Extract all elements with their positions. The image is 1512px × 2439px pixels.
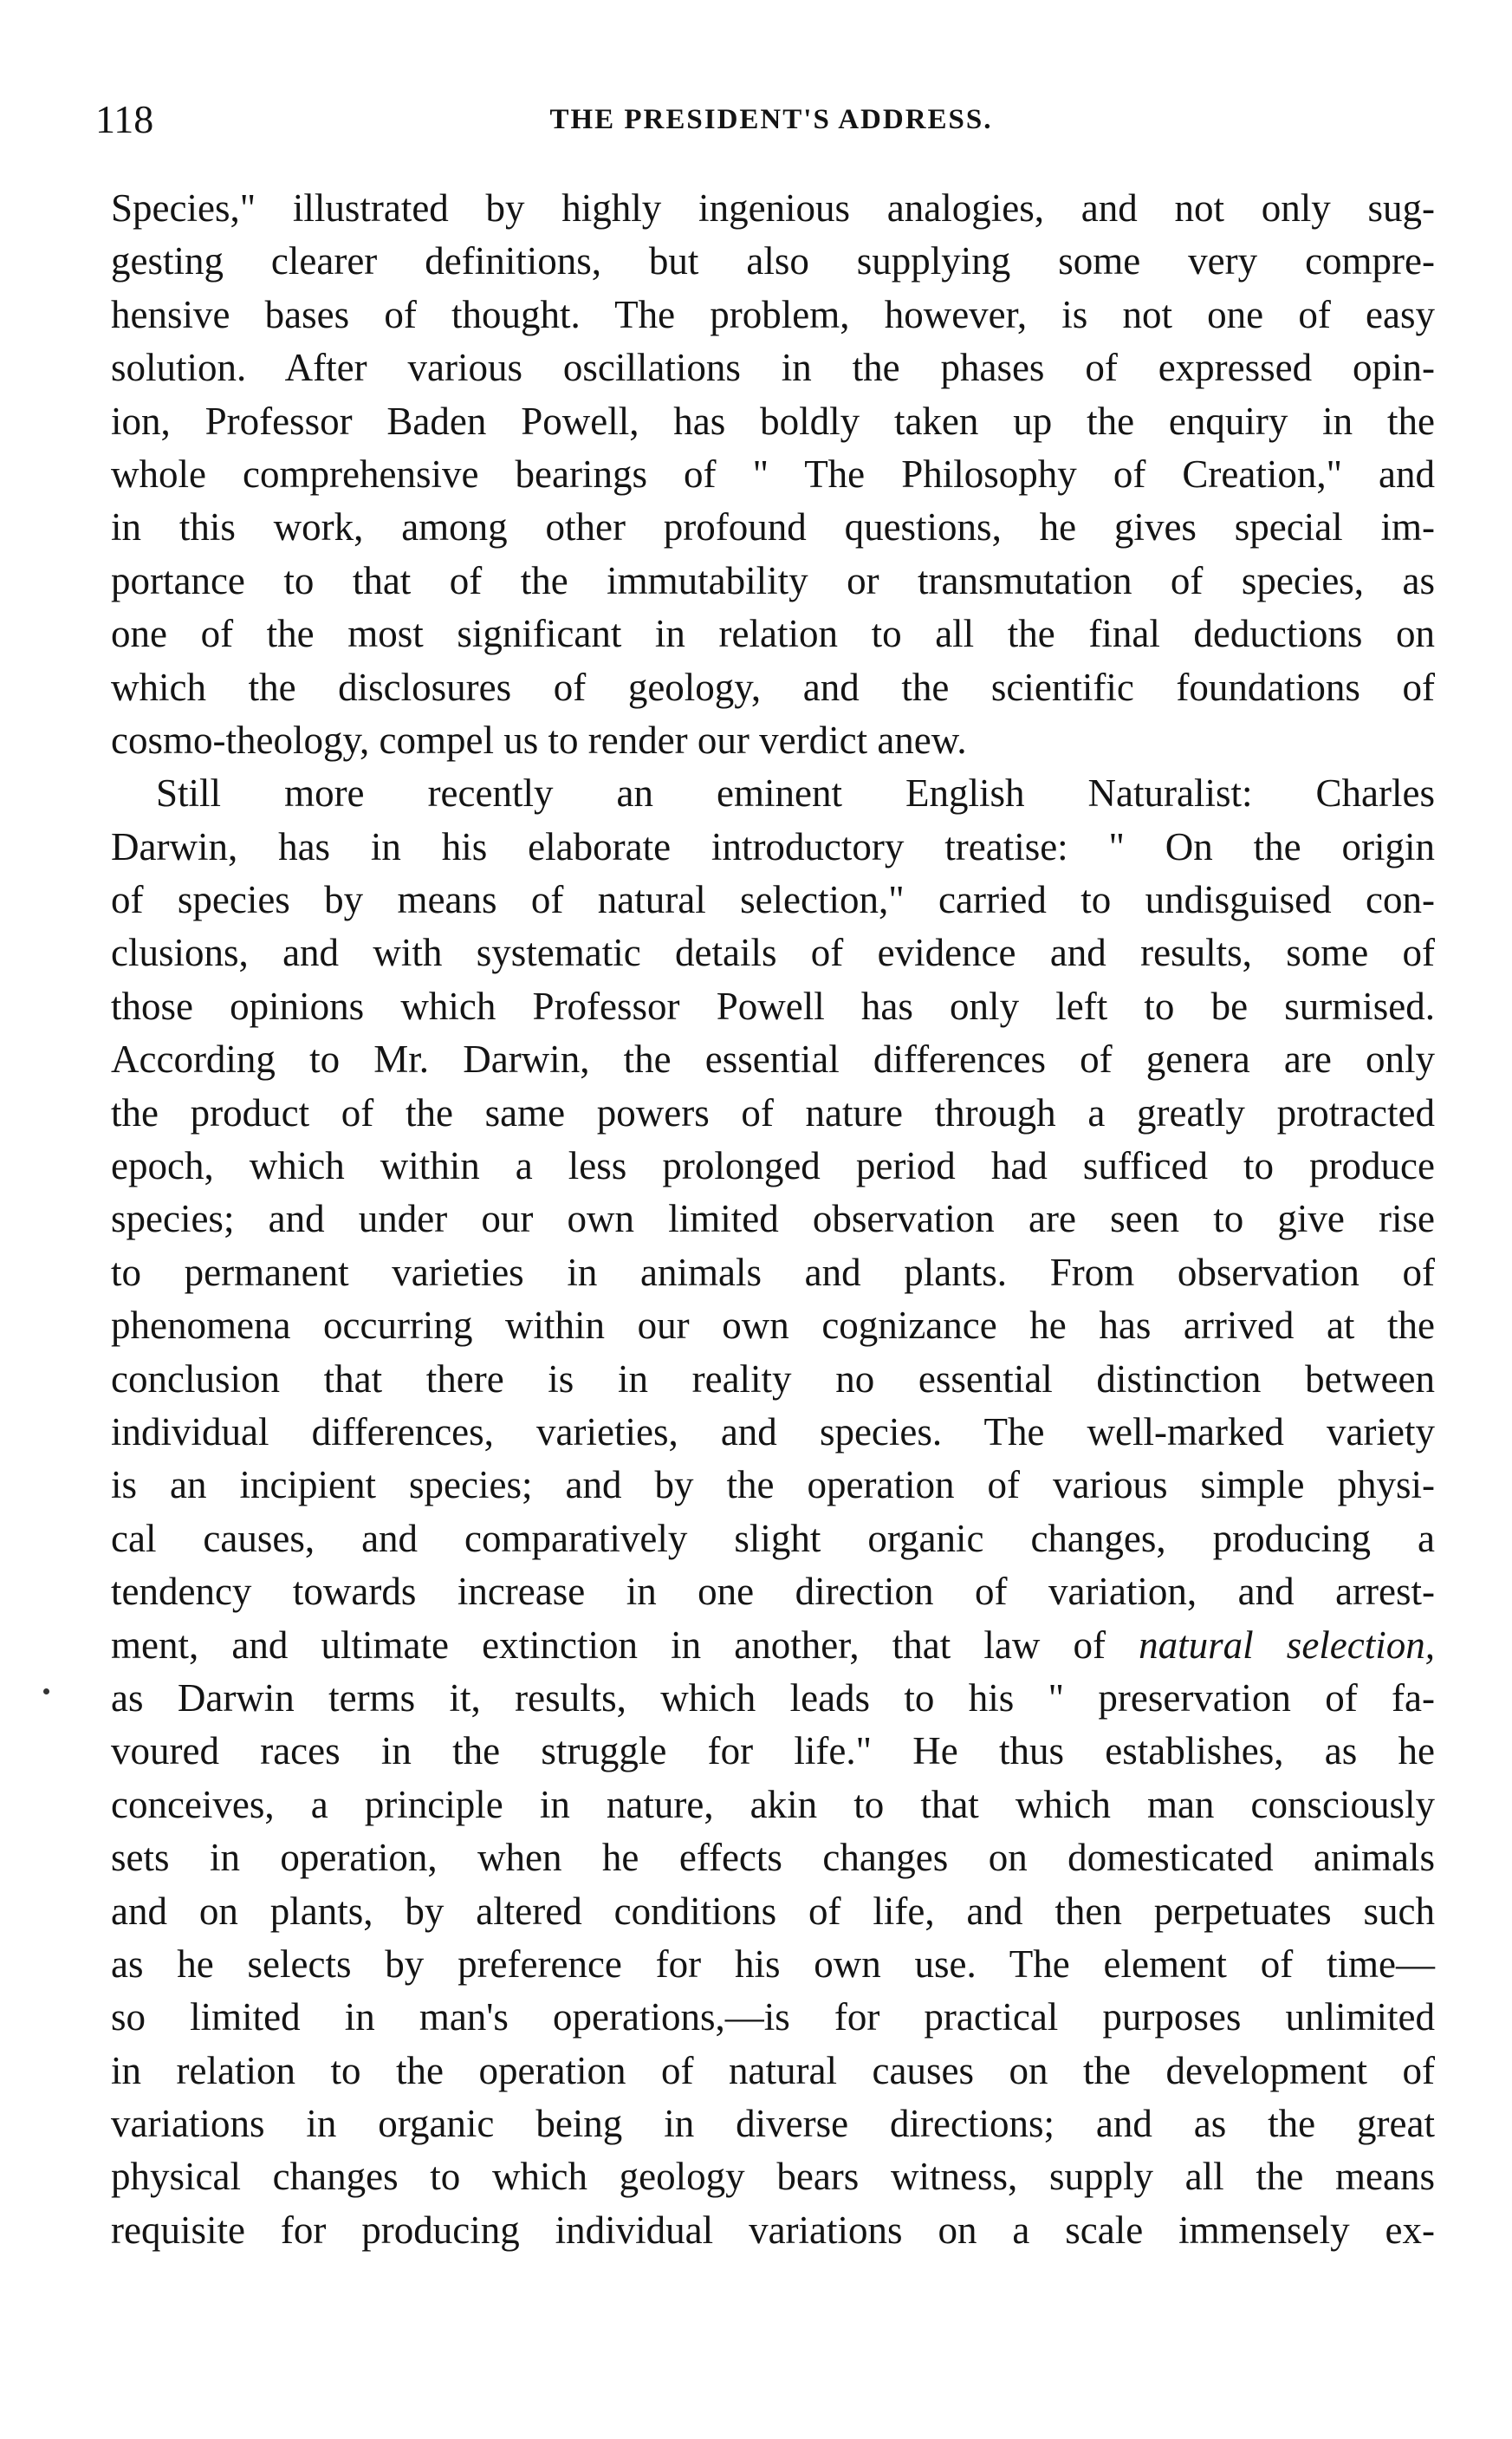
text-line: hensive bases of thought. The problem, however, is not one of easy (111, 292, 1435, 336)
page-header (95, 94, 1447, 146)
text-line: clusions, and with systematic details of evidence and results, some of (111, 931, 1435, 975)
text-line: and on plants, by altered conditions of life, and then perpetuates such (111, 1889, 1435, 1933)
text-line: is an incipient species; and by the operation of various simple physi- (111, 1463, 1435, 1507)
text-line: those opinions which Professor Powell has only left to be surmised. (111, 984, 1435, 1028)
text-line: which the disclosures of geology, and the scientific foundations of (111, 665, 1435, 709)
text-line: gesting clearer definitions, but also supplying some very compre- (111, 239, 1435, 283)
text-line: whole comprehensive bearings of " The Philosophy of Creation," and (111, 452, 1435, 496)
text-line: portance to that of the immutability or transmutation of species, as (111, 558, 1435, 602)
text-line: solution. After various oscillations in the phases of expressed opin- (111, 346, 1435, 390)
text-line: individual differences, varieties, and species. The well-marked variety (111, 1409, 1435, 1454)
text-line: as Darwin terms it, results, which leads to his " preservation of fa- (111, 1675, 1435, 1720)
text-line: conceives, a principle in nature, akin to that which man consciously (111, 1782, 1435, 1826)
text-line: in this work, among other profound questions, he gives special im- (111, 505, 1435, 550)
italic-phrase: natural selection, (1139, 1623, 1435, 1667)
text-line: so limited in man's operations,—is for practical purposes unlimited (111, 1995, 1435, 2039)
text-line: variations in organic being in diverse directions; and as the great (111, 2102, 1435, 2146)
line-text: ment, and ultimate extinction in another, that law of (111, 1623, 1106, 1667)
text-line: tendency towards increase in one direction of variation, and arrest- (111, 1570, 1435, 1614)
text-line: epoch, which within a less prolonged period had sufficed to produce (111, 1144, 1435, 1188)
text-line: requisite for producing individual variations on a scale immensely ex- (111, 2208, 1435, 2252)
text-line: sets in operation, when he effects changes on domesticated animals (111, 1836, 1435, 1880)
text-line: one of the most significant in relation to all the final deductions on (111, 612, 1435, 656)
text-line: Species," illustrated by highly ingenious analogies, and not only sug- (111, 186, 1435, 230)
text-line: Darwin, has in his elaborate introductory treatise: " On the origin (111, 824, 1435, 868)
text-line: cosmo-theology, compel us to render our verdict anew. (111, 718, 967, 762)
text-line: as he selects by preference for his own use. The element of time— (111, 1941, 1435, 1986)
text-line: of species by means of natural selection," carried to undisguised con- (111, 878, 1435, 922)
text-line: Still more recently an eminent English Naturalist: Charles (156, 771, 1435, 816)
text-line: ion, Professor Baden Powell, has boldly taken up the enquiry in the (111, 399, 1435, 443)
text-line: phenomena occurring within our own cognizance he has arrived at the (111, 1304, 1435, 1348)
text-line: physical changes to which geology bears witness, supply all the means (111, 2155, 1435, 2199)
running-title: THE PRESIDENT'S ADDRESS. (549, 104, 993, 135)
text-line: to permanent varieties in animals and plants. From observation of (111, 1250, 1435, 1294)
body-text (111, 182, 1435, 2257)
text-line: species; and under our own limited observation are seen to give rise (111, 1197, 1435, 1241)
margin-mark (43, 1688, 49, 1694)
text-line: the product of the same powers of nature through a greatly protracted (111, 1090, 1435, 1135)
text-line-with-italic (111, 1619, 1435, 1672)
text-line: voured races in the struggle for life." He thus establishes, as he (111, 1729, 1435, 1773)
page-number: 118 (95, 97, 154, 141)
text-line: cal causes, and comparatively slight organic changes, producing a (111, 1516, 1435, 1560)
text-line: conclusion that there is in reality no essential distinction between (111, 1356, 1435, 1401)
text-line: in relation to the operation of natural causes on the development of (111, 2048, 1435, 2092)
text-line: According to Mr. Darwin, the essential differences of genera are only (111, 1037, 1435, 1082)
